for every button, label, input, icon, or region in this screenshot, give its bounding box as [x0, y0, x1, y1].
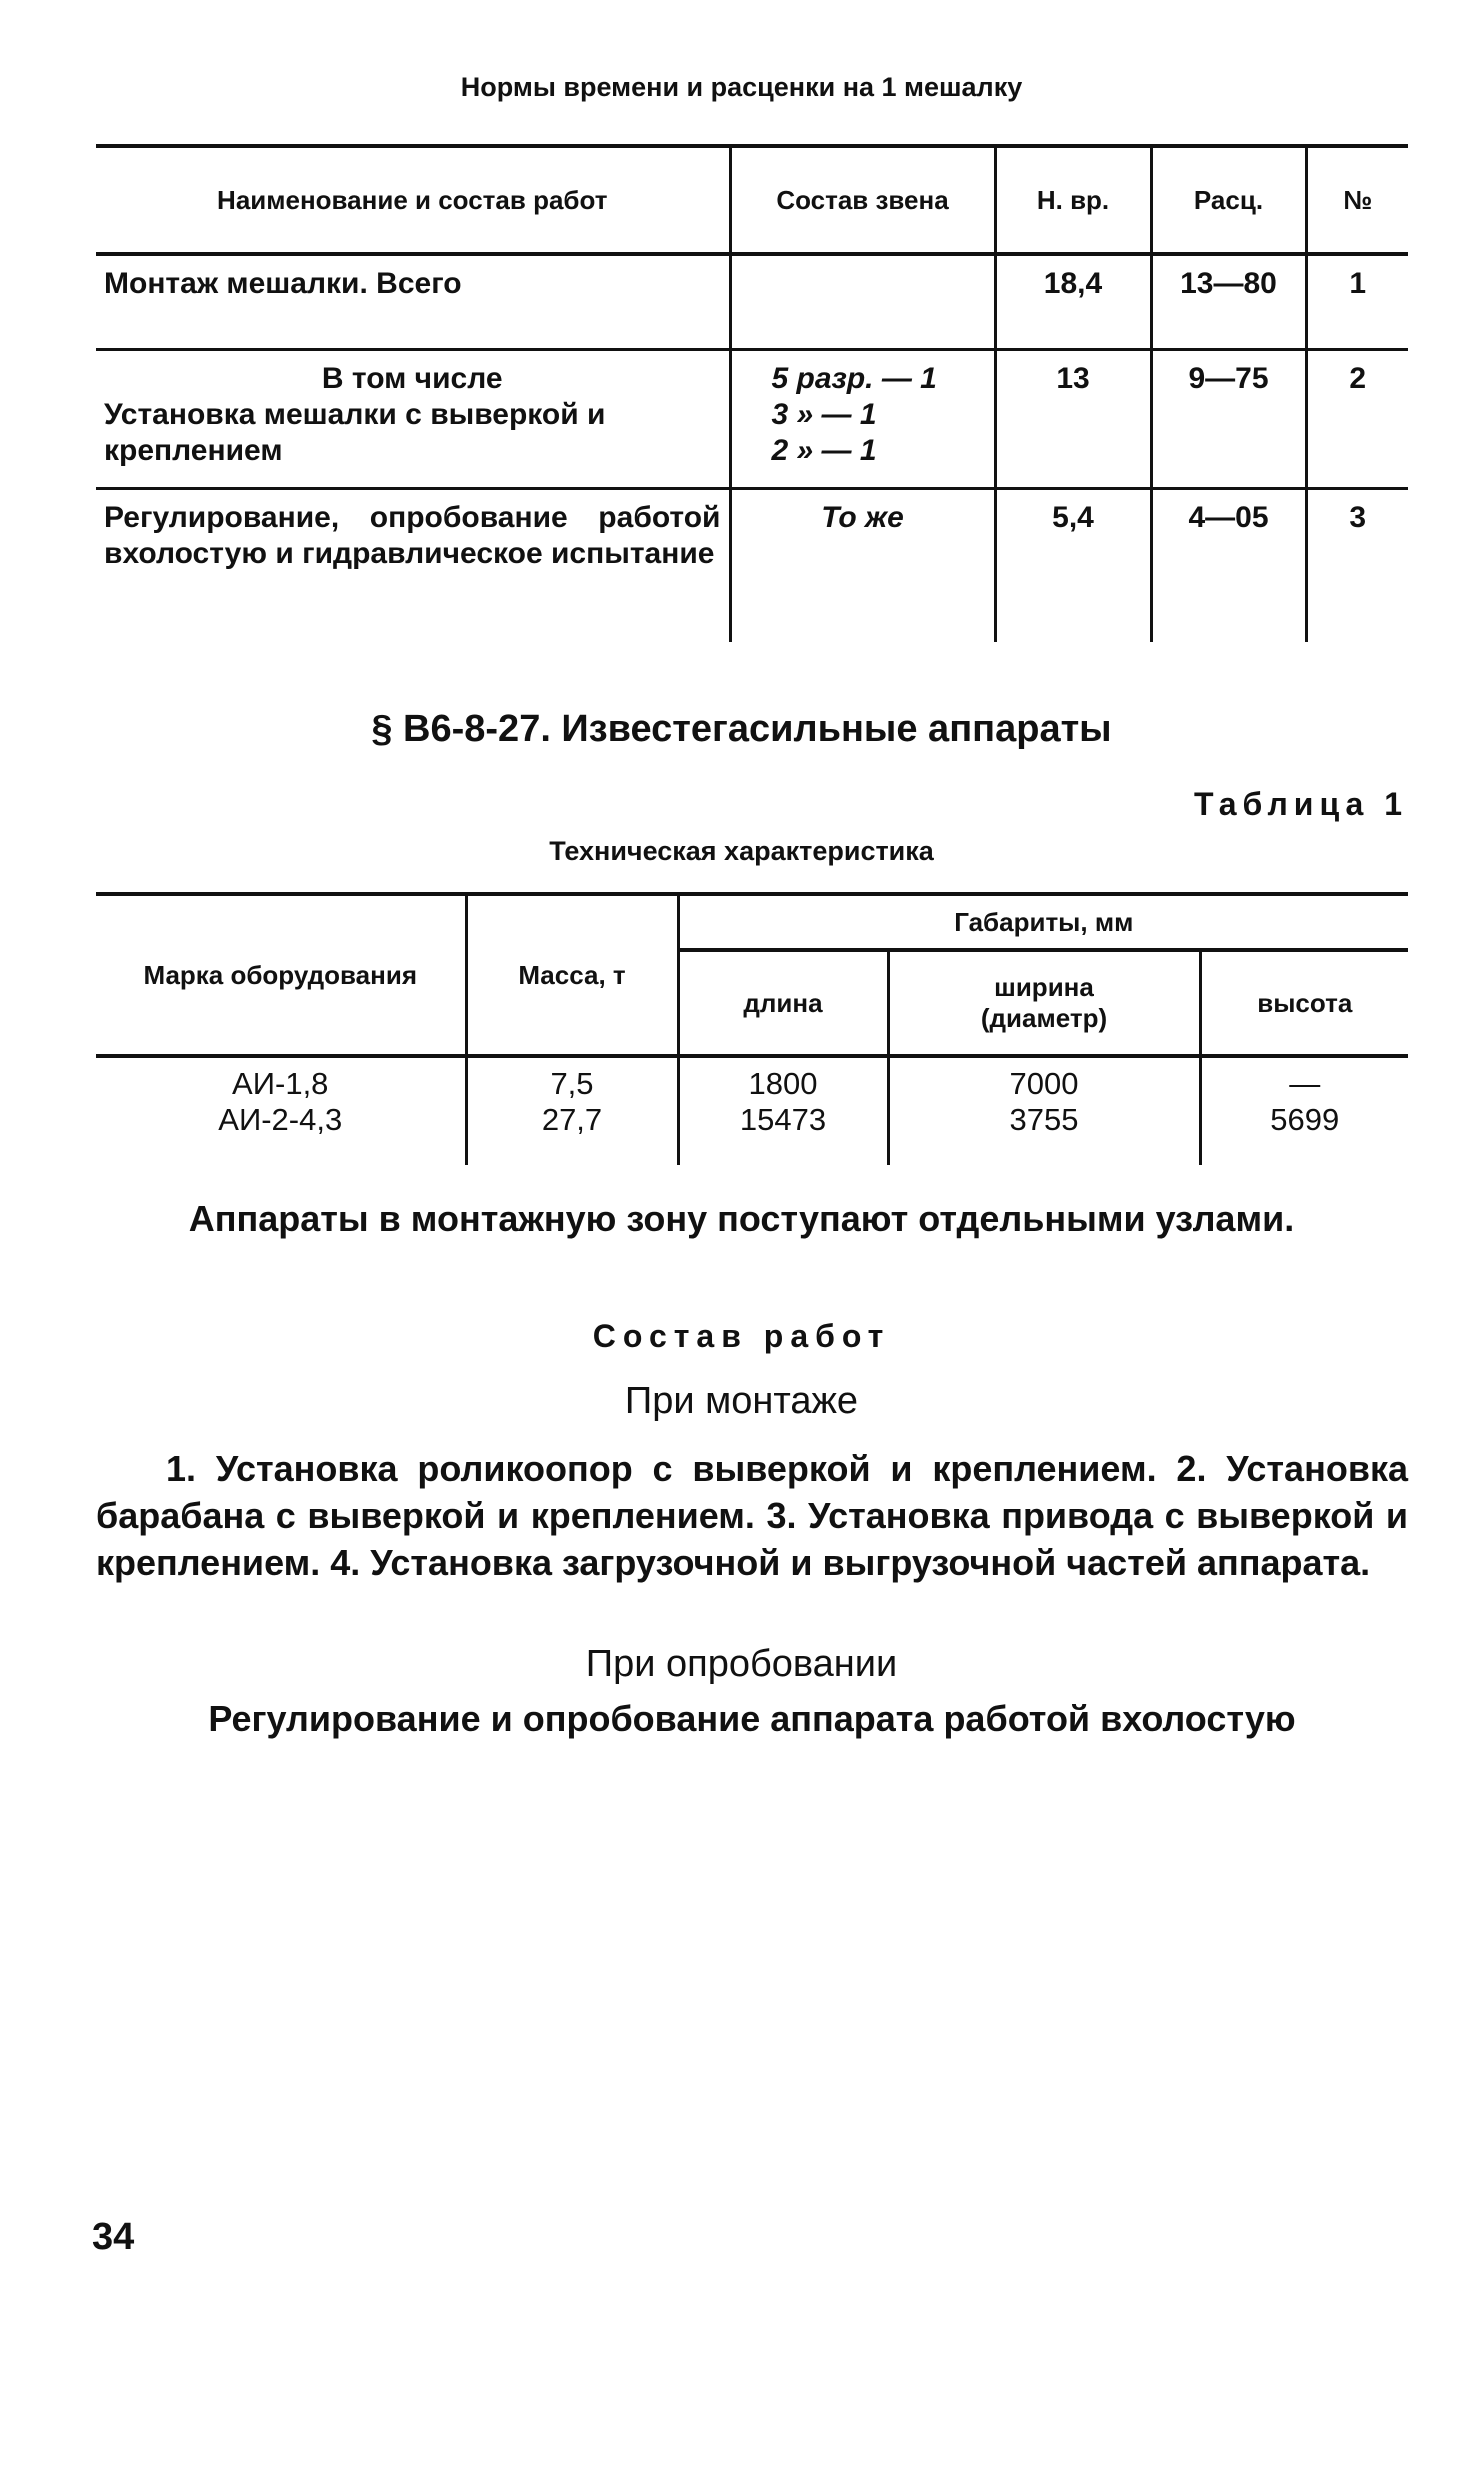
cell-work-name — [96, 350, 730, 489]
cell-line: 7000 — [1009, 1066, 1079, 1101]
cell-mass — [466, 1056, 678, 1165]
testing-text: Регулирование и опробование аппарата работой вхолостую — [208, 1698, 1296, 1739]
page-number: 34 — [92, 2216, 135, 2258]
works-heading: Состав работ — [592, 1318, 891, 1354]
tech-table-header-row — [96, 894, 1408, 950]
table-row — [96, 1056, 1408, 1165]
cell-number: 1 — [1306, 254, 1408, 350]
supply-note: Аппараты в монтажную зону поступают отдельными узлами. — [188, 1198, 1295, 1239]
cell-rate: 4—05 — [1151, 489, 1306, 643]
crew-line: 2 » — 1 — [771, 434, 877, 467]
cell-rate: 13—80 — [1151, 254, 1306, 350]
table-row — [96, 254, 1408, 350]
cell-line: АИ-2-4,3 — [218, 1101, 343, 1137]
cell-line: АИ-1,8 — [232, 1066, 329, 1101]
header-length: длина — [678, 950, 888, 1056]
section-title: § В6-8-27. Известегасильные аппараты — [371, 708, 1112, 750]
cell-time-norm: 18,4 — [995, 254, 1151, 350]
header-brand: Марка оборудования — [96, 894, 466, 1056]
cell-line: 15473 — [739, 1101, 827, 1137]
header-dimensions: Габариты, мм — [678, 894, 1408, 950]
crew-line: 3 » — 1 — [771, 398, 877, 431]
norms-table — [96, 144, 1408, 642]
header-time-norm: Н. вр. — [995, 146, 1151, 254]
header-rate: Расц. — [1151, 146, 1306, 254]
header-number: № — [1306, 146, 1408, 254]
cell-work-name: Монтаж мешалки. Всего — [104, 267, 462, 300]
header-work-name: Наименование и состав работ — [96, 146, 730, 254]
cell-width — [888, 1056, 1200, 1165]
cell-number: 3 — [1306, 489, 1408, 643]
cell-length — [678, 1056, 888, 1165]
tech-table-caption: Техническая характеристика — [549, 836, 934, 866]
cell-line: 7,5 — [550, 1066, 594, 1101]
cell-work-name-text: Установка мешалки с выверкой и креплением — [104, 398, 606, 467]
cell-work-name: Регулирование, опробование работой вхолостую и гидравлическое испытание — [96, 489, 730, 643]
cell-crew — [730, 350, 995, 489]
crew-line: 5 разр. — 1 — [771, 362, 937, 395]
cell-line: 3755 — [1009, 1101, 1079, 1137]
norms-table-caption: Нормы времени и расценки на 1 мешалку — [460, 72, 1023, 102]
cell-brand — [96, 1056, 466, 1165]
cell-time-norm: 5,4 — [995, 489, 1151, 643]
header-width: ширина (диаметр) — [888, 950, 1200, 1056]
norms-table-header-row — [96, 146, 1408, 254]
testing-heading: При опробовании — [585, 1643, 898, 1685]
cell-time-norm: 13 — [995, 350, 1151, 489]
cell-line: — — [1289, 1066, 1321, 1101]
cell-height — [1200, 1056, 1408, 1165]
mounting-heading: При монтаже — [624, 1380, 859, 1422]
table-row — [96, 350, 1408, 489]
cell-rate: 9—75 — [1151, 350, 1306, 489]
cell-line: 27,7 — [541, 1101, 603, 1137]
cell-crew: То же — [730, 489, 995, 643]
table-label: Таблица 1 — [1193, 786, 1408, 822]
cell-subheading: В том числе — [321, 362, 503, 395]
mounting-text: 1. Установка роликоопор с выверкой и креплением. 2. Установка барабана с выверкой и креплением. 3. Установка привода с выверкой и креплением. 4. Установка загрузочной и выгрузочной частей аппарата. — [96, 1448, 1408, 1583]
cell-line: 1800 — [748, 1066, 818, 1101]
cell-crew — [730, 254, 995, 350]
cell-number: 2 — [1306, 350, 1408, 489]
table-row — [96, 489, 1408, 643]
header-mass: Масса, т — [466, 894, 678, 1056]
header-height: высота — [1200, 950, 1408, 1056]
tech-table — [96, 892, 1408, 1165]
cell-line: 5699 — [1270, 1101, 1340, 1137]
header-crew: Состав звена — [730, 146, 995, 254]
